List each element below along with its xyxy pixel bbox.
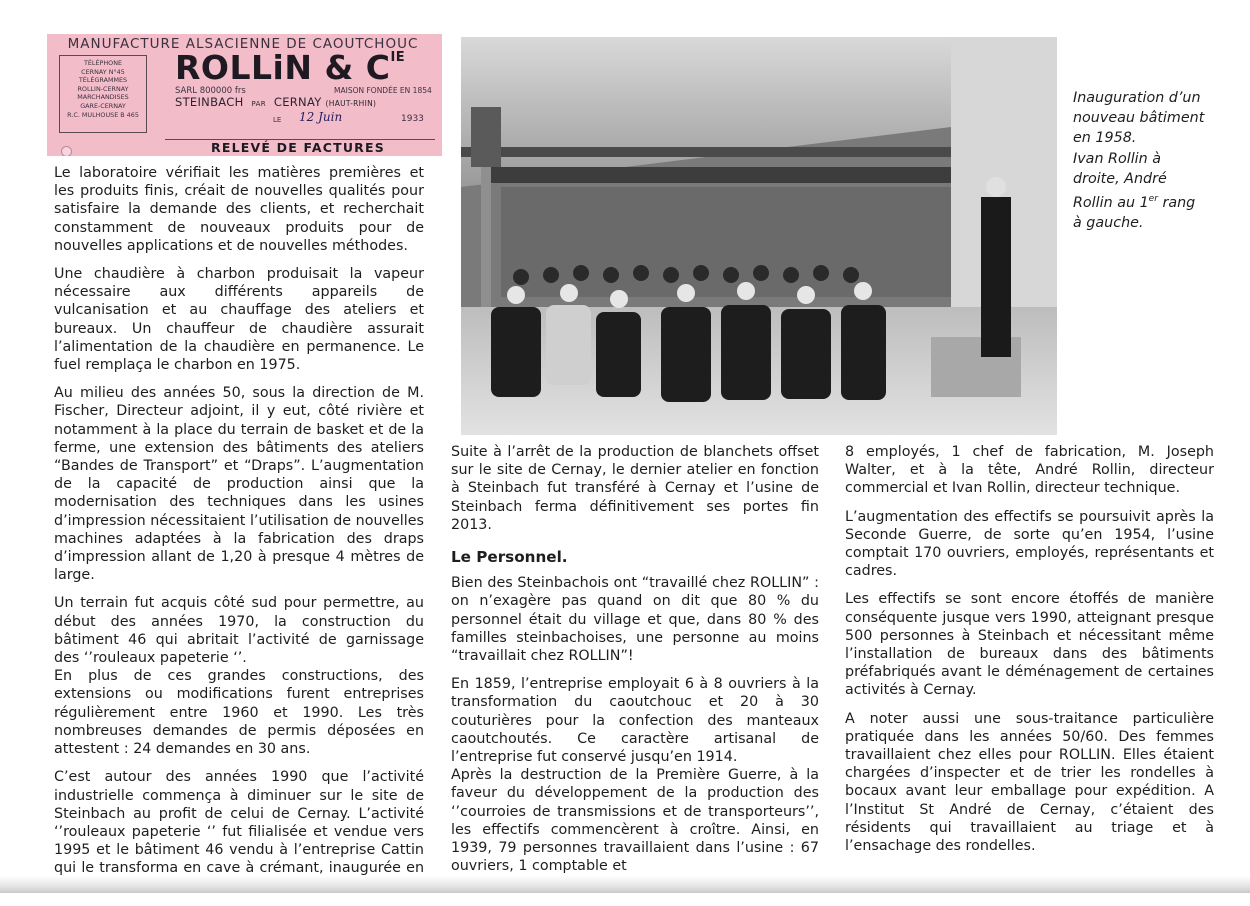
brand-name: ROLLiN & C <box>175 48 391 87</box>
punch-hole-icon <box>61 146 72 156</box>
letterhead-image <box>47 34 442 156</box>
caption-line: droite, André <box>1073 170 1167 187</box>
caption-line: à gauche. <box>1073 215 1144 232</box>
letterhead-sarl: SARL 800000 frs <box>175 86 246 96</box>
paragraph: Le laboratoire vérifiait les matières premières et les produits finis, créait de nouvelles qualités pour satisfaire la demande des clients, et recherchait constamment de nouveaux produits pour de nouvelles applications et de nouvelles méthodes. <box>54 165 424 254</box>
caption-sup: er <box>1148 194 1158 205</box>
letterhead-handwritten-date: 12 Juin <box>299 110 343 124</box>
inauguration-photo <box>461 37 1057 435</box>
letterhead-box-line: TÉLÉGRAMMES <box>78 76 128 85</box>
letterhead-box-line: R.C. MULHOUSE B 465 <box>67 110 139 119</box>
letterhead-year: 1933 <box>401 114 424 124</box>
letterhead-box-line: ROLLIN-CERNAY <box>77 84 129 93</box>
par: PAR <box>251 100 266 108</box>
caption-line <box>1073 189 1223 213</box>
paragraph: A noter aussi une sous-traitance particulière pratiquée dans les années 50/60. Des femmes travaillaient chez elles pour ROLLIN. Elles étaient chargées d’inspecter et de trier les rondelles à bocaux avant leur emballage pour expédition. A l’Institut St André de Cernay, c’étaient des résidents qui travaillaient au triage et à l’ensachage des rondelles. <box>845 710 1214 855</box>
haut-rhin: (HAUT-RHIN) <box>325 99 377 108</box>
paragraph: L’augmentation des effectifs se poursuivit après la Seconde Guerre, de sorte qu’en 1954, l’usine comptait 170 ouvriers, employés, représentants et cadres. <box>845 508 1214 580</box>
paragraph: C’est autour des années 1990 que l’activité industrielle commença à diminuer sur le site de Steinbach au profit de celui de Cernay. L’activité ‘’rouleaux papeterie ‘’ fut filialisée et vendue vers 1995 et le bâtiment 46 vendu à l’entreprise Cattin qui le transforma en cave à crémant, inaugurée en <box>54 769 424 877</box>
caption-line: Ivan Rollin à <box>1073 150 1162 167</box>
paragraph: En 1859, l’entreprise employait 6 à 8 ouvriers à la transformation du caoutchouc et 20 à 30 couturières pour la confection des manteaux caoutchoutés. Ce caractère artisanal de l’entreprise fut conservé jusqu’en 1914. <box>451 676 819 766</box>
city: STEINBACH <box>175 95 244 109</box>
column-3 <box>845 443 1214 865</box>
caption-line: Inauguration d’un <box>1073 90 1201 106</box>
letterhead-address <box>175 95 376 109</box>
letterhead-box-line: GARE-CERNAY <box>80 101 126 110</box>
paragraph: En plus de ces grandes constructions, des extensions ou modifications furent entreprises régulièrement entre 1960 et 1990. Les très nombreuses demandes de permis déposées en attestent : 24 demandes en 30 ans. <box>54 668 424 758</box>
brand-sup: IE <box>390 50 406 65</box>
photo-caption <box>1073 88 1223 233</box>
letterhead-box-line: TÉLÉPHONE <box>83 59 123 67</box>
caption-text: rang <box>1157 195 1196 212</box>
letterhead-box-line: CERNAY N°45 <box>81 67 125 76</box>
paragraph: Bien des Steinbachois ont “travaillé chez ROLLIN” : on n’exagère pas quand on dit que 80 % du personnel était du village et que, dans 80 % des familles steinbachoises, une personne au moins “travaillait chez ROLLIN”! <box>451 575 819 665</box>
letterhead-top-line: MANUFACTURE ALSACIENNE DE CAOUTCHOUC <box>67 36 419 52</box>
column-2 <box>451 443 819 885</box>
paragraph: Après la destruction de la Première Guerre, à la faveur du développement de la production des ‘’courroies de transmissions et de transporteurs’’, les effectifs commencèrent à croître. Ainsi, en 1939, 79 personnes travaillaient dans l’usine : 67 ouvriers, 1 comptable et <box>451 767 819 875</box>
cernay: CERNAY <box>273 95 322 109</box>
letterhead-founded: MAISON FONDÉE EN 1854 <box>334 86 432 95</box>
letterhead-contact-box <box>59 55 147 133</box>
caption-line: en 1958. <box>1073 130 1137 147</box>
paragraph: Une chaudière à charbon produisait la vapeur nécessaire aux différents appareils de vulcanisation et au chauffage des ateliers et bureaux. Un chauffeur de chaudière assurait l’alimentation de la chaudière en permanence. Le fuel remplaça le charbon en 1975. <box>54 266 424 374</box>
caption-line: nouveau bâtiment <box>1073 110 1205 127</box>
caption-text: Rollin au 1 <box>1073 195 1149 212</box>
letterhead-box-line: MARCHANDISES <box>77 93 129 102</box>
letterhead-brand <box>175 48 405 87</box>
letterhead-title: RELEVÉ DE FACTURES <box>211 140 385 155</box>
paragraph: 8 employés, 1 chef de fabrication, M. Joseph Walter, et à la tête, André Rollin, directeur commercial et Ivan Rollin, directeur technique. <box>845 444 1214 497</box>
photo-illustration <box>461 37 1057 435</box>
paragraph: Au milieu des années 50, sous la direction de M. Fischer, Directeur adjoint, il y eut, côté rivière et notamment à la place du terrain de basket et de la ferme, une extension des bâtiments des ateliers “Bandes de Transport” et “Draps”. L’augmentation de la capacité de production ainsi que la modernisation des techniques dans les usines d’impression nécessitaient l’utilisation de nouvelles machines adaptées à la fabrication des draps d’impression allant de 1,20 à presque 4 mètres de large. <box>54 385 424 584</box>
paragraph: Un terrain fut acquis côté sud pour permettre, au début des années 1970, la construction du bâtiment 46 qui abritait l’activité de garnissage des ‘’rouleaux papeterie ‘’. <box>54 595 424 667</box>
paragraph: Suite à l’arrêt de la production de blanchets offset sur le site de Cernay, le dernier atelier en fonction à Steinbach fut transféré à Cernay et l’usine de Steinbach ferma définitivement ses portes fin 2013. <box>451 444 819 533</box>
letterhead-le: LE <box>273 116 282 124</box>
column-1 <box>54 164 424 906</box>
section-heading: Le Personnel. <box>451 548 568 567</box>
page-edge-shadow <box>0 876 1250 893</box>
paragraph: Les effectifs se sont encore étoffés de manière conséquente jusque vers 1990, atteignant presque 500 personnes à Steinbach et nécessitant même l’installation de bureaux dans des bâtiments préfabriqués avant le déménagement de certaines activités à Cernay. <box>845 591 1214 699</box>
